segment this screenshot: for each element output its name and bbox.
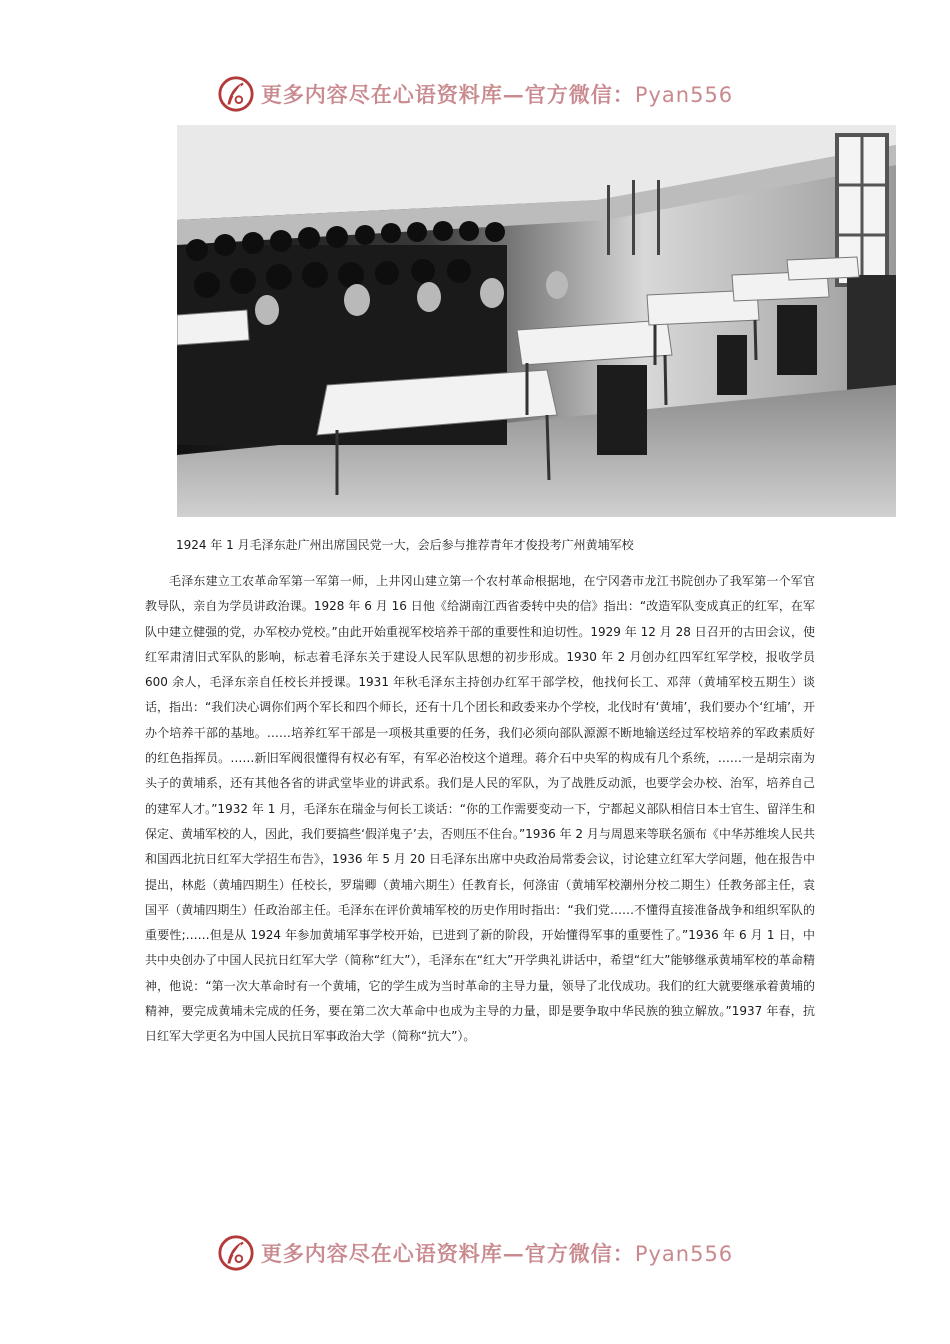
article-paragraph: 毛泽东建立工农革命军第一军第一师，上井冈山建立第一个农村革命根据地，在宁冈砻市龙江书院创办了我军第一个军官教导队，亲自为学员讲政治课。1928 年 6 月 16 日他《给湖南江西省委转中央的信》指出：“改造军队变成真正的红军，在军队中建立健强的党，办军校办党校。”由此开始重视军校培养干部的重要性和迫切性。1929 年 12 月 28 日召开的古田会议，使红军肃清旧式军队的影响，标志着毛泽东关于建设人民军队思想的初步形成。1930 年 2 月创办红四军红军学校，报收学员 600 余人，毛泽东亲自任校长并授课。1931 年秋毛泽东主持创办红军干部学校，他找何长工、邓萍（黄埔军校五期生）谈话，指出：“我们决心调你们两个军长和四个师长，还有十几个团长和政委来办个学校，北伐时有‘黄埔’，我们要办个‘红埔’，开办个培养干部的基地。……培养红军干部是一项极其重要的任务，我们必须向部队源源不断地输送经过军校培养的军政素质好的红色指挥员。……新旧军阀很懂得有权必有军，有军必治校这个道理。蒋介石中央军的构成有几个系统，……一是胡宗南为头子的黄埔系，还有其他各省的讲武堂毕业的讲武系。我们是人民的军队，为了战胜反动派，也要学会办校、治军，培养自己的建军人才。”1932 年 1 月，毛泽东在瑞金与何长工谈话：“你的工作需要变动一下，宁都起义部队相信日本士官生、留洋生和保定、黄埔军校的人，因此，我们要搞些‘假洋鬼子’去，否则压不住台。”1936 年 2 月与周恩来等联名颁布《中华苏维埃人民共和国西北抗日红军大学招生布告》，1936 年 5 月 20 日毛泽东出席中央政治局常委会议，讨论建立红军大学问题，他在报告中提出，林彪（黄埔四期生）任校长，罗瑞卿（黄埔六期生）任教育长，何涤宙（黄埔军校潮州分校二期生）任教务部主任，袁国平（黄埔四期生）任政治部主任。毛泽东在评价黄埔军校的历史作用时指出：“我们党……不懂得直接准备战争和组织军队的重要性;……但是从 1924 年参加黄埔军事学校开始，已进到了新的阶段，开始懂得军事的重要性了。”1936 年 6 月 1 日，中共中央创办了中国人民抗日红军大学（简称“红大”），毛泽东在“红大”开学典礼讲话中，希望“红大”能够继承黄埔军校的革命精神，他说：“第一次大革命时有一个黄埔，它的学生成为当时革命的主导力量，领导了北伐成功。我们的红大就要继承着黄埔的精神，要完成黄埔未完成的任务，要在第二次大革命中也成为主导的力量，即是要争取中华民族的独立解放。”1937 年春，抗日红军大学更名为中国人民抗日军事政治大学（简称“抗大”）。	[145, 574, 815, 1044]
wechat-id: Pyan556	[634, 1242, 734, 1266]
photo-caption: 1924 年 1 月毛泽东赴广州出席国民党一大，会后参与推荐青年才俊投考广州黄埔军校	[176, 538, 634, 552]
historical-photo	[177, 125, 896, 517]
quill-logo-icon	[217, 1234, 255, 1272]
quill-logo-icon	[217, 75, 255, 113]
header-banner	[0, 72, 950, 116]
banner-text: 更多内容尽在心语资料库—官方微信：Pyan556	[260, 1241, 734, 1266]
footer-banner	[0, 1231, 950, 1275]
wechat-id: Pyan556	[634, 83, 734, 107]
banner-text: 更多内容尽在心语资料库—官方微信：Pyan556	[260, 82, 734, 107]
